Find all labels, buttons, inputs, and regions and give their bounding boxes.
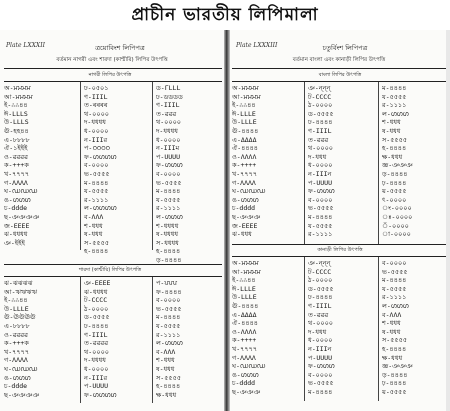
left-top-col-2: ঢ-০৫০১ ণ-IIIL ত-ৰৰৰৰ থ-০০০০ দ-ধধধধ ধ-০০০০ ন-IIIর প-ഠഠഠഠ ফ-ഗഗഗഗ ব-০০০০ ভ-৫৫৫৫ ম-৪৪৪৪ য-৫৫৫৫ র-১১১১ ল-ഗഗഗഗ ব-ΛΛΛ শ-ধধধ ষ-ধধধ স-৫৫৫৫ হ-৪৪৪৪ <box>84 84 117 256</box>
right-top-col-2: ঞ-ন্ন্ন্ ট-CCCC ঠ-০০০০ ড-৫৫৫৫ ঢ-৪৪৪৪ ণ-IIIL ত-ৱৱৱ থ-০০০০ দ-ধধধ ধ-০০০০ ন-IIIন প-UUUU ফ-ഗഗഗ ব-০০০০ ভ-৫৫৫৫ ম-৪৪৪৪ য-৫৫৫৫ র-১১১১ <box>308 84 335 239</box>
left-section2-rule <box>4 276 222 277</box>
right-section1-label: বাংলা লিপির উৎপত্তি <box>318 72 362 78</box>
right-col-divider-2 <box>378 82 379 244</box>
right-bottom-col-1: অ-ਮਮਮਮ আ-ਮਮਮਮ ই-∴∴৪৪ ঈ-LLLE উ-LLLE ঊ-৪৪৪৪ এ-ΔΔΔΔ ঐ-৪৪৪৪ ও-ΛΛΛΛ ক-++++ খ-৭৭৭৭ গ-ΛΛΛΛ ঘ-ഡഡഡ ঙ-ഗഗഗ চ-dddd ছ-ঞঞঞ <box>232 259 266 396</box>
left-section1-label: নাগরী লিপির উৎপত্তি <box>88 72 132 78</box>
left-section1-rule <box>4 81 222 82</box>
right-col-divider-1 <box>304 82 305 244</box>
right-bottom-col-2: ঞ-ন্ন্ন্ ট-CCCC ঠ-০০০০ ড-৫৫৫৫ ঢ-৪৪৪৪ ণ-IIIL ত-ৱৱৱ থ-০০০০ দ-ধধধ ধ-০০০০ ন-IIIন প-UUUU ফ-ഗഗഗ ব-০০০০ ভ-৫৫৫৫ ম-৪৪৪৪ <box>308 259 335 396</box>
right-section2-rule <box>232 256 446 257</box>
right-top-col-3: ম-৪৪৪৪ য-৫৫৫৫ র-১১১১ ল-ഗഗഗ শ-ধধধ ষ-ধধধ স-৫৫৫৫ হ-৪৪৪৪ ক্ষ-ধধধ জ্ঞ-ঞঞঞ ড়-৪৪৪৪ ঢ়-৪৪৪৪ য়-৫৫৫৫ ৎ-০০০০ ং-০০০০ ঃ-০০০০ ঁ-০০০০ া-০০০০ <box>382 84 413 239</box>
left-section2-label: শারদা (কাশ্মীরি) লিপির উৎপত্তি <box>78 267 142 273</box>
left-col-divider-1 <box>80 82 81 250</box>
left-bottom-col-3: প-ਪਪਪ ফ-৪৪৪৪ ব-০০০০ ভ-৫৫৫৫ ম-৪৪৪৪ য-৫৫৫৫ র-১১১১ ল-ഗഗഗ ব-ΛΛΛ শ-ধধধ ষ-ধধধ স-৫৫৫৫ হ-৪৪৪৪ ক্ষ-ধধধ <box>156 279 183 399</box>
left-section2-rule-top <box>4 264 222 265</box>
left-bottom-col-1: ঝ-ঝঝঝঝ আ-ঋঋঋঋ ই-∴∴৪৪ উ-LLLE ঊ-ঊঊঊঊ এ-৮৮৮৮ ও-ৱৱৱৱ ক-+++ক খ-৭৭৭৭ গ-ΛΛΛΛ ঘ-ഡഡഡ ঙ-ഗഗഗ চ-ddde ছ-ঞঞঞঞ <box>4 279 40 399</box>
left-page-header: ত্রয়োবিংশ লিপিপত্র <box>95 44 145 52</box>
right-section2-label: কানাড়ী লিপির উৎপত্তি <box>317 247 363 253</box>
right-section1-rule <box>232 81 446 82</box>
right-page-subheader: বর্তমান বাংলা এবং কানাড়ী লিপির উৎপত্তি <box>292 57 386 63</box>
right-plate-number: Plate LXXXIII <box>236 42 278 49</box>
right-bottom-col-3: ব-০০০০ ভ-৫৫৫৫ ম-৪৪৪৪ য-৫৫৫৫ র-১১১১ ল-ഗഗഗ ব-ΛΛΛ শ-ধধধ ষ-ধধধ স-৫৫৫৫ হ-৪৪৪৪ ক্ষ-ধধধ জ্ঞ-ঞঞঞ ড়-৪৪৪৪ ঢ়-৪৪৪৪ য়-৫৫৫৫ <box>382 259 413 396</box>
right-top-rule <box>232 68 446 69</box>
left-page-subheader: বর্তমান নাগরী এবং শারদা (কাশ্মীরি) লিপির উৎপত্তি <box>56 57 168 63</box>
book-gutter <box>224 30 230 411</box>
right-col-divider-3 <box>304 257 305 401</box>
right-page-header: চতুর্বিংশ লিপিপত্র <box>322 44 368 52</box>
right-col-divider-4 <box>378 257 379 401</box>
left-col-divider-2 <box>152 82 153 250</box>
right-top-col-1: অ-ਮਮਮਮ আ-ਮਮਮਮ ই-∴∴৪৪ ঈ-LLLE উ-LLLE ঊ-৪৪৪৪ এ-ΔΔΔΔ ঐ-৪৪৪৪ ও-ΛΛΛΛ ক-++++ খ-৭৭৭৭ গ-ΛΛΛΛ ঘ-ഡഡഡ ঙ-ഗഗഗ চ-dddd ছ-ঞঞঞ জ-EEEE ঝ-ধধধ <box>232 84 266 239</box>
left-top-col-3: ড-ΓLLL ঢ-ডডডড ণ-IIIL ত-ৱৱৱ থ-০০০০ দ-ধধধধ ধ-০০০০ ন-IIIম প-UUUU ফ-ഗഗഗ ব-০০০০ ভ-৫৫৫৫ ম-৪৪৪৪ য-৫৫৫৫ র-১১১১ ল-ഗഗഗ শ-ধধধধ ষ-ধধধধ স-ধধধধ হ-৪৪৪৪ ড়-৪৪৪৪ <box>156 84 183 264</box>
left-top-col-1: অ-ਮਮਮਮ আ-ਮਮਮਮ ই-∴∴৪৪ ঈ-LLLS উ-LLLS ঊ-হহ৪৪ এ-৮৮৮৮ ঐ-১ইইই ও-ৱৱৱৱ ক-+++ক খ-৭৭৭৭ গ-ΛΛΛΛ ঘ-ഡഡഡ ঙ-ഗഗഗ চ-ddde ছ-ঞঞঞঞ জ-EEEE ঝ-ধধধধ ঞ-ইইই <box>4 84 40 247</box>
book-title: প্রাচীন ভারতীয় লিপিমালা <box>131 5 319 25</box>
left-plate-number: Plate LXXXII <box>6 42 45 49</box>
right-page-edge <box>446 30 450 411</box>
right-section2-rule-top <box>232 244 446 245</box>
left-bottom-col-2: ঞ-EEEE ঝ-ধধধধ ট-CCCC ঠ-০০০০ ড-৫৫৫৫ ঢ-৪৪৪৪ ণ-IIIL ত-ৱৱৱৱ থ-০০০০ দ-ধধধধ ধ-০০০০ ন-IIIর প-UUUU ফ-ഗഗഗഗ <box>84 279 117 399</box>
left-top-rule <box>4 68 222 69</box>
left-col-divider-3 <box>80 277 81 403</box>
left-col-divider-4 <box>152 277 153 403</box>
